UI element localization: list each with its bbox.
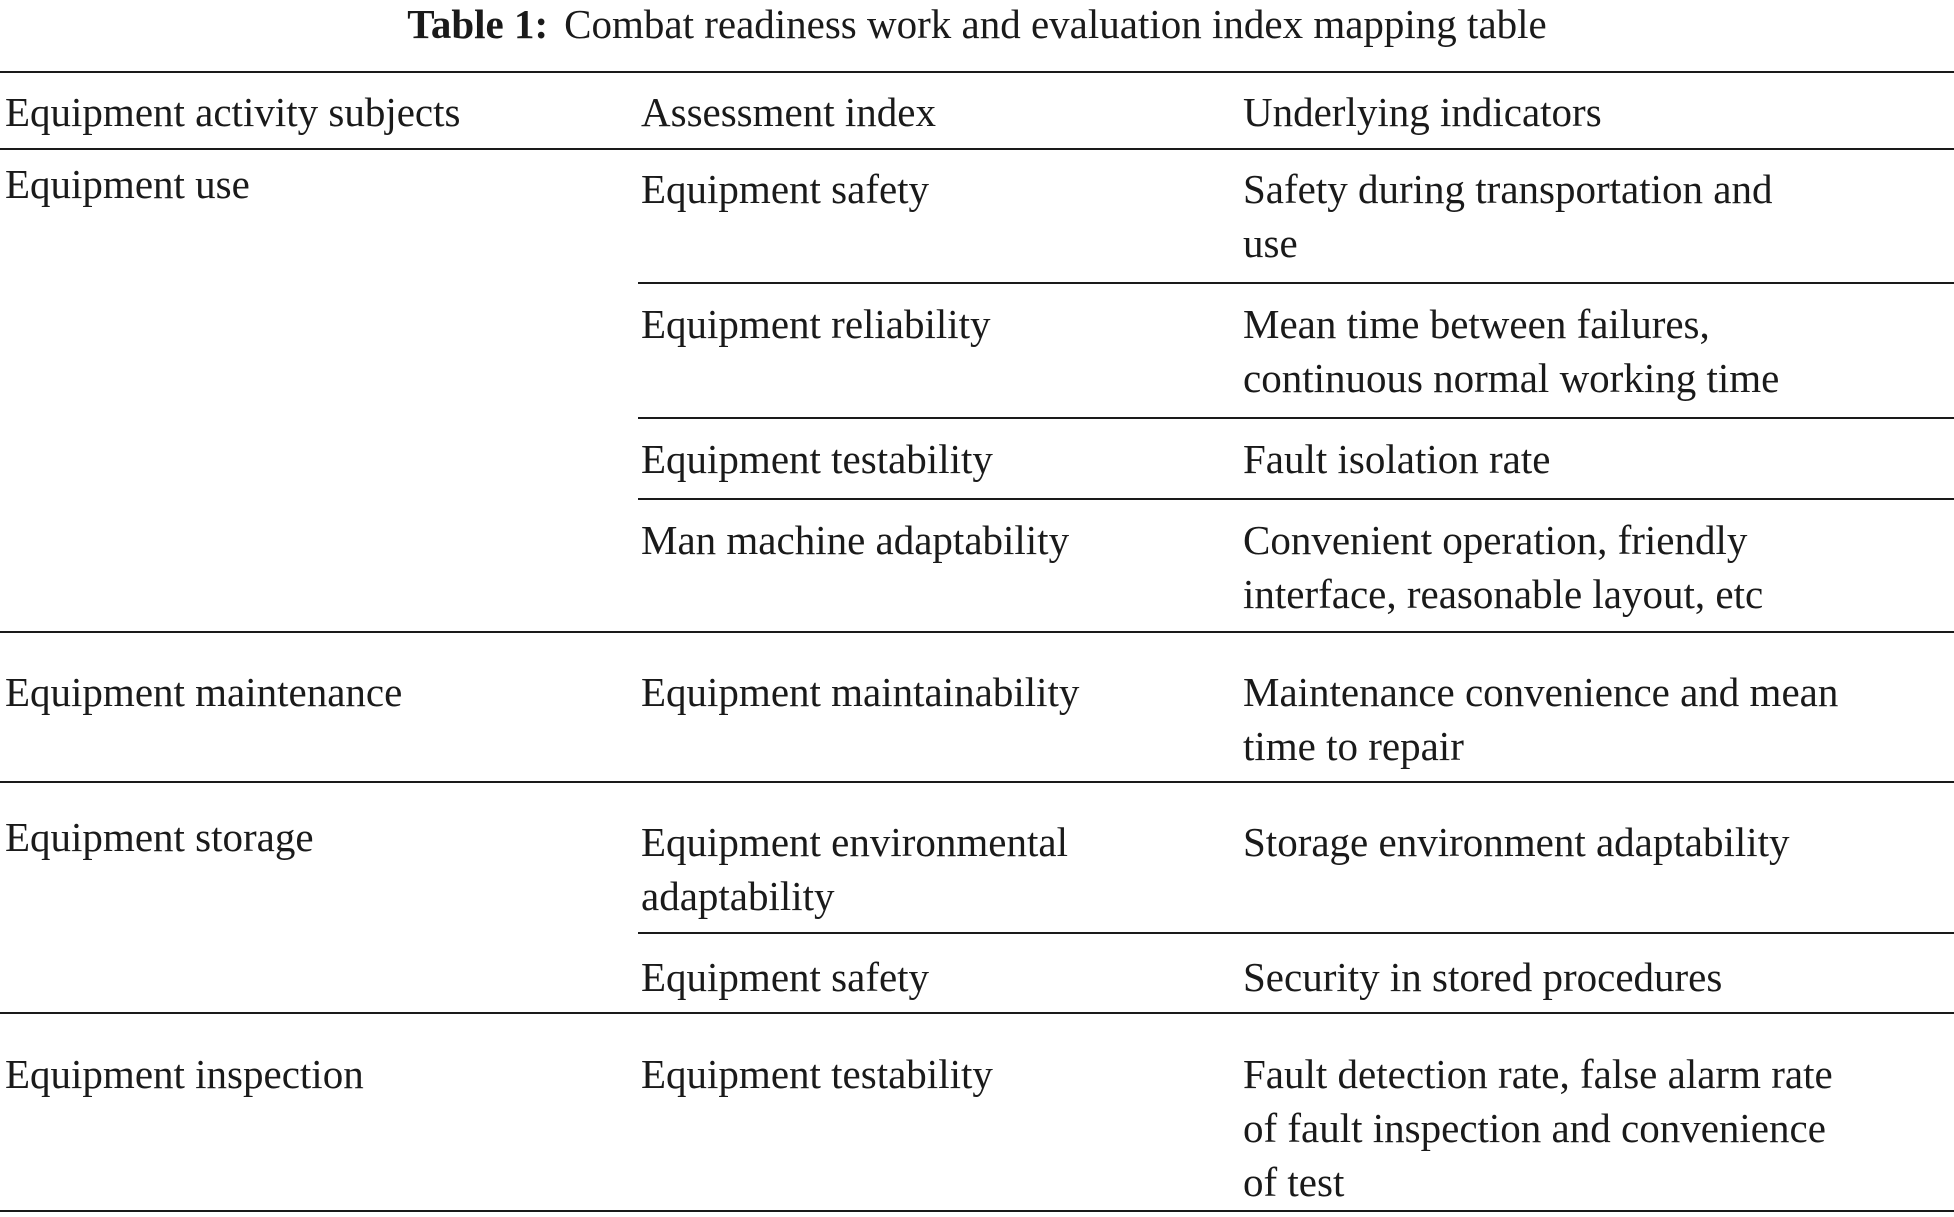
- indicator-cell: Security in stored procedures: [1243, 954, 1723, 1000]
- index-cell: Equipment safety: [641, 954, 930, 1000]
- indicator-cell: of test: [1243, 1159, 1345, 1205]
- index-cell: Equipment reliability: [641, 301, 991, 347]
- indicator-cell: Safety during transportation and: [1243, 166, 1773, 212]
- indicator-cell: continuous normal working time: [1243, 355, 1780, 401]
- row-divider: [638, 498, 1954, 500]
- indicator-cell: interface, reasonable layout, etc: [1243, 571, 1764, 617]
- header-rule: [0, 148, 1954, 150]
- header-assessment-index: Assessment index: [641, 89, 936, 135]
- indicator-cell: Fault detection rate, false alarm rate: [1243, 1051, 1833, 1097]
- row-divider: [638, 932, 1954, 934]
- group-divider: [0, 631, 1954, 633]
- subject-cell: Equipment maintenance: [5, 669, 403, 715]
- indicator-cell: of fault inspection and convenience: [1243, 1105, 1826, 1151]
- index-cell: Man machine adaptability: [641, 517, 1070, 563]
- row-divider: [638, 282, 1954, 284]
- indicator-cell: Maintenance convenience and mean: [1243, 669, 1839, 715]
- index-cell: Equipment safety: [641, 166, 930, 212]
- table-caption: [0, 0, 1954, 52]
- header-activity-subjects: Equipment activity subjects: [5, 89, 461, 135]
- indicator-cell: use: [1243, 220, 1298, 266]
- indicator-cell: Convenient operation, friendly: [1243, 517, 1748, 563]
- indicator-cell: Storage environment adaptability: [1243, 819, 1790, 865]
- indicator-cell: time to repair: [1243, 723, 1464, 769]
- index-cell: adaptability: [641, 873, 835, 919]
- table-caption-text: Combat readiness work and evaluation index mapping table: [564, 1, 1547, 47]
- subject-cell: Equipment inspection: [5, 1051, 364, 1097]
- index-cell: Equipment testability: [641, 1051, 993, 1097]
- row-divider: [638, 417, 1954, 419]
- indicator-cell: Fault isolation rate: [1243, 436, 1551, 482]
- index-cell: Equipment environmental: [641, 819, 1068, 865]
- group-divider: [0, 1012, 1954, 1014]
- subject-cell: Equipment storage: [5, 814, 314, 860]
- index-cell: Equipment testability: [641, 436, 993, 482]
- top-rule: [0, 71, 1954, 73]
- index-cell: Equipment maintainability: [641, 669, 1080, 715]
- group-divider: [0, 781, 1954, 783]
- header-underlying-indicators: Underlying indicators: [1243, 89, 1602, 135]
- bottom-rule: [0, 1210, 1954, 1212]
- subject-cell: Equipment use: [5, 161, 250, 207]
- indicator-cell: Mean time between failures,: [1243, 301, 1710, 347]
- table-caption-label: Table 1:: [407, 1, 549, 47]
